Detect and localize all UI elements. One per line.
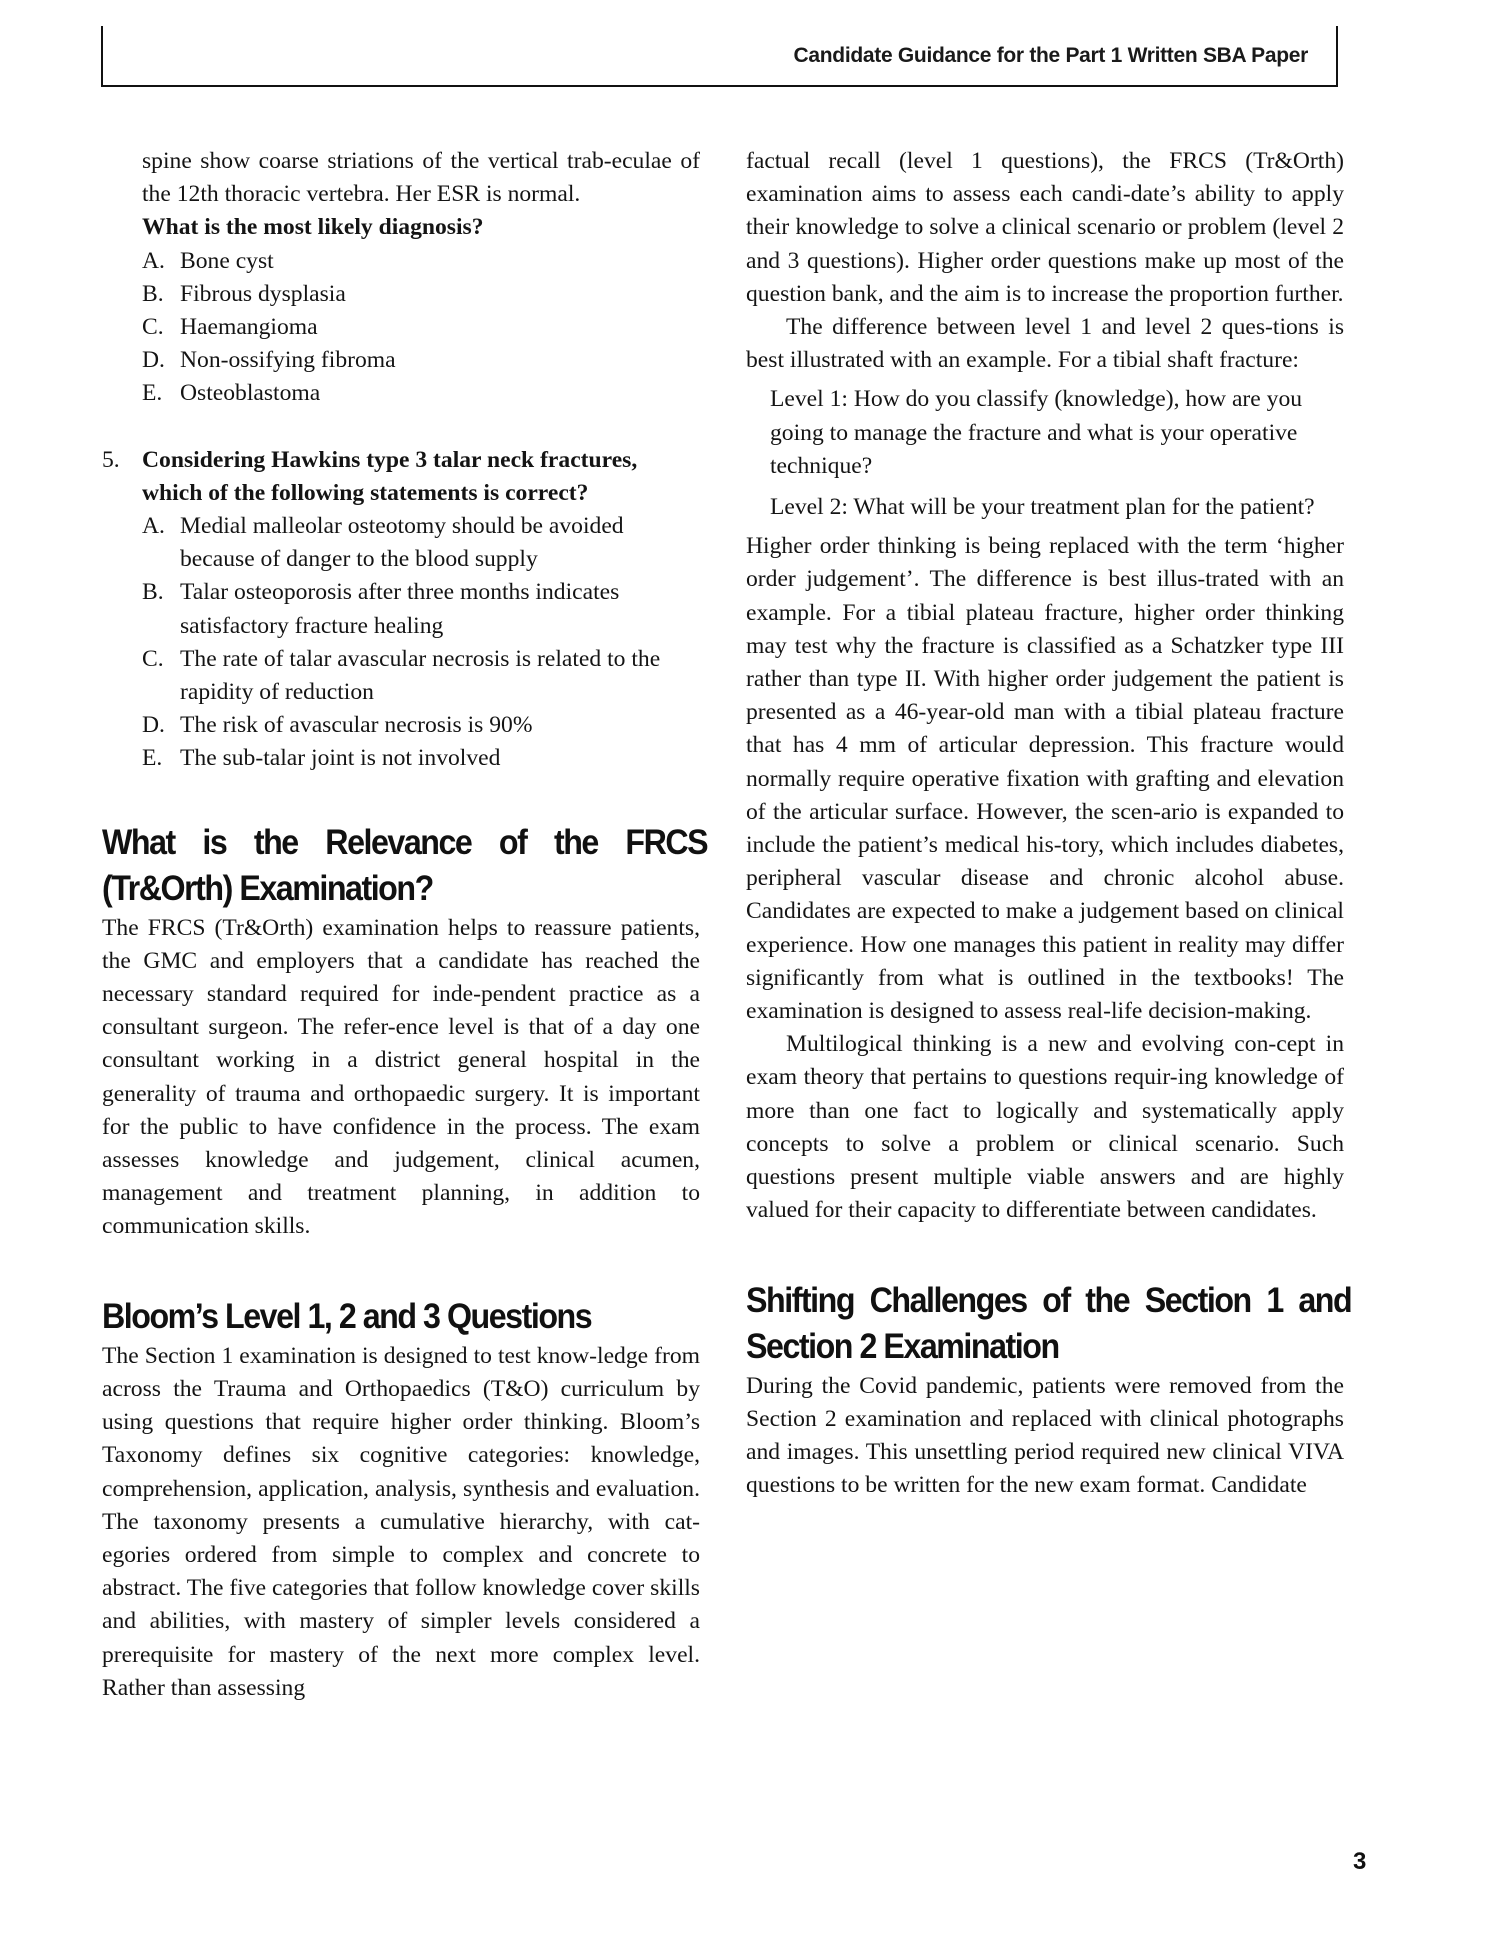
option-letter: A.: [142, 513, 165, 540]
question-4-stem-continuation: spine show coarse striations of the vertical trab-eculae of the 12th thoracic vertebra. Her ESR is normal.: [142, 148, 700, 208]
option-item: [102, 344, 700, 377]
option-letter: E.: [142, 745, 163, 772]
option-text: The risk of avascular necrosis is 90%: [180, 712, 533, 739]
section-heading-blooms-levels: Bloom’s Level 1, 2 and 3 Questions: [102, 1296, 592, 1336]
shifting-challenges-paragraph: During the Covid pandemic, patients were removed from the Section 2 examination and replaced with clinical photographs and images. This unsettling period required new clinical VIVA questions to be written for the new exam format. Candidate: [746, 1372, 1344, 1499]
blooms-paragraph: The Section 1 examination is designed to test know-ledge from across the Trauma and Orthopaedics (T&O) curriculum by using questions that require higher order thinking. Bloom’s Taxonomy defines six cognitive categories: knowledge, comprehension, application, analysis, synthesis and evaluation. The taxonomy presents a cumulative hierarchy, with cat-egories ordered from simple to complex and concrete to abstract. The five categories that follow knowledge cover skills and abilities, with mastery of simpler levels considered a prerequisite for mastery of the next more complex level. Rather than assessing: [102, 1342, 700, 1701]
page-number: 3: [1353, 1848, 1367, 1875]
option-item: [102, 576, 700, 642]
option-text: Medial malleolar osteotomy should be avoided because of danger to the blood supply: [180, 513, 624, 573]
section-heading-relevance: What is the Relevance of the FRCS (Tr&Orth) Examination?: [102, 822, 708, 908]
option-letter: B.: [142, 579, 164, 606]
level-1-example: Level 1: How do you classify (knowledge), how are you going to manage the fracture and what is your operative technique?: [770, 386, 1303, 479]
question-5: [102, 444, 700, 510]
question-4-options: [102, 245, 700, 411]
option-item: [102, 643, 700, 709]
question-5-prompt: Considering Hawkins type 3 talar neck fractures, which of the following statements is correct?: [142, 446, 638, 506]
level-2-example: Level 2: What will be your treatment plan for the patient?: [770, 494, 1315, 521]
running-header-title: Candidate Guidance for the Part 1 Written SBA Paper: [793, 44, 1308, 67]
option-letter: C.: [142, 314, 164, 341]
option-letter: D.: [142, 712, 165, 739]
option-text: Bone cyst: [180, 247, 274, 274]
option-text: Talar osteoporosis after three months indicates satisfactory fracture healing: [180, 579, 620, 639]
left-column: [102, 145, 708, 1705]
option-letter: A.: [142, 247, 165, 274]
option-item: [102, 245, 700, 278]
difference-paragraph: The difference between level 1 and level 2 ques-tions is best illustrated with an example. For a tibial shaft fracture:: [746, 314, 1344, 374]
section-heading-shifting-challenges: Shifting Challenges of the Section 1 and Section 2 Examination: [746, 1280, 1352, 1366]
question-number: 5.: [102, 446, 120, 473]
option-item: [102, 278, 700, 311]
option-letter: C.: [142, 645, 164, 672]
option-item: [102, 377, 700, 410]
option-item: [102, 311, 700, 344]
option-text: Fibrous dysplasia: [180, 280, 346, 307]
option-text: Non-ossifying fibroma: [180, 347, 396, 374]
question-4-prompt: What is the most likely diagnosis?: [142, 214, 484, 241]
multilogical-thinking-paragraph: Multilogical thinking is a new and evolving con-cept in exam theory that pertains to questions requir-ing knowledge of more than one fact to logically and systematically apply concepts to solve a problem or clinical scenario. Such questions present multiple viable answers and are highly valued for their capacity to differentiate between candidates.: [746, 1031, 1344, 1224]
blooms-paragraph-continuation: factual recall (level 1 questions), the FRCS (Tr&Orth) examination aims to assess each candi-date’s ability to apply their knowledge to solve a clinical scenario or problem (level 2 and 3 questions). Higher order questions make up most of the question bank, and the aim is to increase the proportion further.: [746, 148, 1344, 307]
option-item: [102, 709, 700, 742]
option-letter: B.: [142, 280, 164, 307]
question-5-options: [102, 510, 700, 776]
option-letter: E.: [142, 380, 163, 407]
option-item: [102, 742, 700, 775]
higher-order-judgement-paragraph: Higher order thinking is being replaced with the term ‘higher order judgement’. The difference is best illus-trated with an example. For a tibial plateau fracture, higher order thinking may test why the fracture is classified as a Schatzker type III rather than type II. With higher order judgement the patient is presented as a 46-year-old man with a tibial plateau fracture that has 4 mm of articular depression. This fracture would normally require operative fixation with grafting and elevation of the articular surface. However, the scen-ario is expanded to include the patient’s medical his-tory, which includes diabetes, peripheral vascular disease and chronic alcohol abuse. Candidates are expected to make a judgement based on clinical experience. How one manages this patient in reality may differ significantly from what is outlined in the textbooks! The examination is designed to assess real-life decision-making.: [746, 533, 1344, 1025]
option-text: The sub-talar joint is not involved: [180, 745, 501, 772]
option-text: The rate of talar avascular necrosis is related to the rapidity of reduction: [180, 645, 661, 706]
option-item: [102, 510, 700, 576]
option-letter: D.: [142, 347, 165, 374]
right-column: [746, 145, 1352, 1502]
option-text: Osteoblastoma: [180, 380, 321, 407]
option-text: Haemangioma: [180, 314, 318, 341]
relevance-paragraph: The FRCS (Tr&Orth) examination helps to reassure patients, the GMC and employers that a candidate has reached the necessary standard required for inde-pendent practice as a consultant surgeon. The refer-ence level is that of a day one consultant working in a district general hospital in the generality of trauma and orthopaedic surgery. It is important for the public to have confidence in the process. The exam assesses knowledge and judgement, clinical acumen, management and treatment planning, in addition to communication skills.: [102, 914, 700, 1240]
running-header-frame: [101, 26, 1338, 87]
